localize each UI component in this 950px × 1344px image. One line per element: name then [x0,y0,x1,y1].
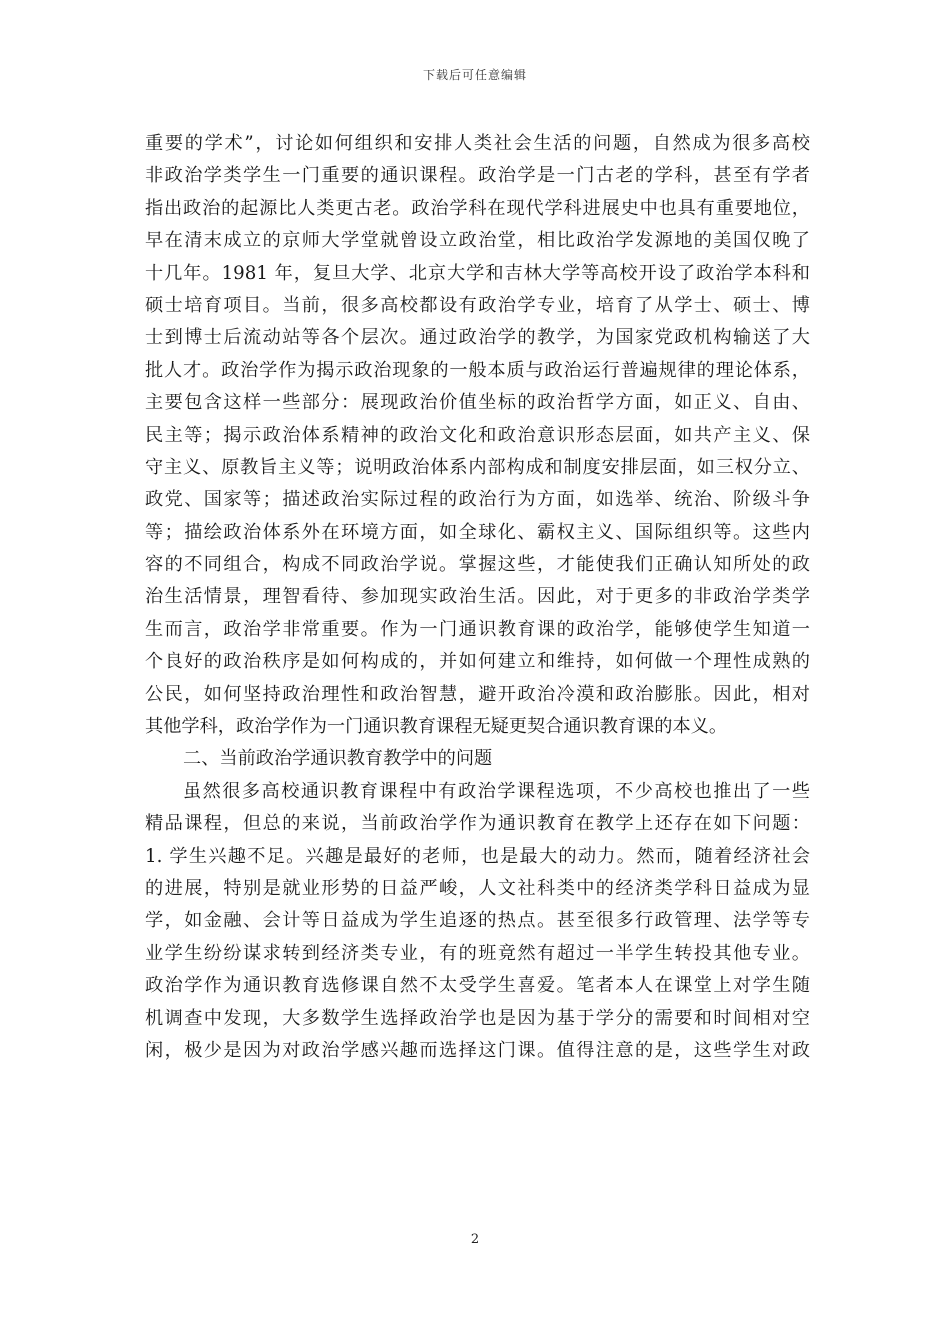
text-line: 1. 学生兴趣不足。兴趣是最好的老师，也是最大的动力。然而，随着经济社会 [145,845,810,867]
text-line: 重要的学术”，讨论如何组织和安排人类社会生活的问题，自然成为很多高校 [145,133,810,154]
text-line: 业学生纷纷谋求转到经济类专业，有的班竟然有超过一半学生转投其他专业。 [145,942,810,964]
text-line: 早在清末成立的京师大学堂就曾设立政治堂，相比政治学发源地的美国仅晚了 [145,230,810,252]
text-line: 士到博士后流动站等各个层次。通过政治学的教学，为国家党政机构输送了大 [145,327,810,349]
text-line: 政治学作为通识教育选修课自然不太受学生喜爱。笔者本人在课堂上对学生随 [145,975,810,997]
text-line: 生而言，政治学非常重要。作为一门通识教育课的政治学，能够使学生知道一 [145,618,810,640]
section-heading: 二、当前政治学通识教育教学中的问题 [183,748,493,770]
text-line: 等；描绘政治体系外在环境方面，如全球化、霸权主义、国际组织等。这些内 [145,521,810,543]
text-line: 公民，如何坚持政治理性和政治智慧，避开政治冷漠和政治膨胀。因此，相对 [145,683,810,705]
text-line: 十几年。1981 年，复旦大学、北京大学和吉林大学等高校开设了政治学本科和 [145,262,810,284]
page-header: 下载后可任意编辑 [422,68,527,82]
text-line: 硕士培育项目。当前，很多高校都设有政治学专业，培育了从学士、硕士、博 [145,294,810,316]
text-line: 个良好的政治秩序是如何构成的，并如何建立和维持，如何做一个理性成熟的 [145,651,810,673]
page-number: 2 [470,1232,480,1247]
text-line: 批人才。政治学作为揭示政治现象的一般本质与政治运行普遍规律的理论体系， [145,359,810,381]
text-line: 学，如金融、会计等日益成为学生追逐的热点。甚至很多行政管理、法学等专 [145,910,810,932]
text-line: 民主等；揭示政治体系精神的政治文化和政治意识形态层面，如共产主义、保 [145,424,810,446]
text-line: 机调查中发现，大多数学生选择政治学也是因为基于学分的需要和时间相对空 [145,1007,810,1029]
body-text [145,128,810,1067]
text-line: 政党、国家等；描述政治实际过程的政治行为方面，如选举、统治、阶级斗争 [145,489,810,511]
text-line: 非政治学类学生一门重要的通识课程。政治学是一门古老的学科，甚至有学者 [145,165,810,187]
text-line: 守主义、原教旨主义等；说明政治体系内部构成和制度安排层面，如三权分立、 [145,456,810,478]
text-line: 治生活情景，理智看待、参加现实政治生活。因此，对于更多的非政治学类学 [145,586,810,608]
text-line: 主要包含这样一些部分：展现政治价值坐标的政治哲学方面，如正义、自由、 [145,392,810,414]
text-line: 容的不同组合，构成不同政治学说。掌握这些，才能使我们正确认知所处的政 [145,554,810,576]
text-line: 指出政治的起源比人类更古老。政治学科在现代学科进展史中也具有重要地位， [145,197,810,219]
text-line: 精品课程，但总的来说，当前政治学作为通识教育在教学上还存在如下问题： [145,813,810,835]
text-line: 其他学科，政治学作为一门通识教育课程无疑更契合通识教育课的本义。 [145,716,728,738]
text-line: 虽然很多高校通识教育课程中有政治学课程选项，不少高校也推出了一些 [183,780,810,802]
text-line: 闲，极少是因为对政治学感兴趣而选择这门课。值得注意的是，这些学生对政 [145,1039,810,1061]
text-line: 的进展，特别是就业形势的日益严峻，人文社科类中的经济类学科日益成为显 [145,877,810,899]
